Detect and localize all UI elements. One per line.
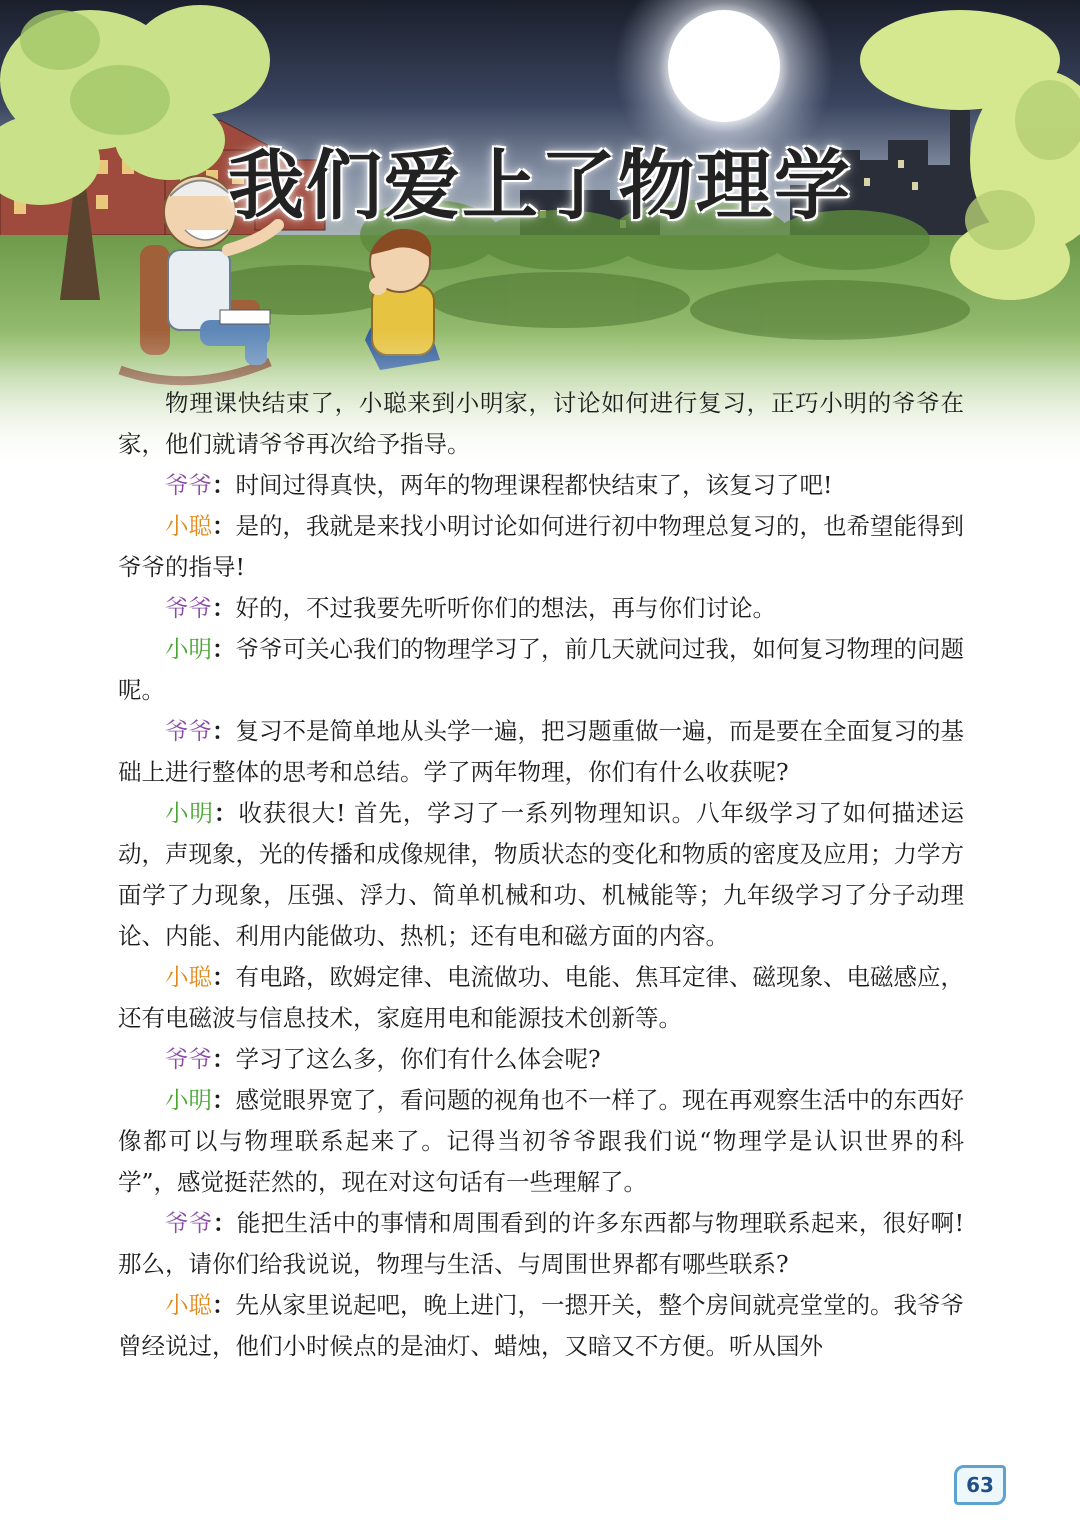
dialogue-body xyxy=(118,383,964,1367)
dialogue-paragraph xyxy=(118,793,964,957)
paragraph-text: 时间过得真快，两年的物理课程都快结束了，该复习了吧! xyxy=(235,471,833,499)
dialogue-paragraph xyxy=(118,1039,964,1080)
speaker-separator: ： xyxy=(212,963,236,991)
speaker-separator: ： xyxy=(212,471,236,499)
dialogue-paragraph xyxy=(118,629,964,711)
paragraph-text: 感觉眼界宽了，看问题的视角也不一样了。现在再观察生活中的东西好像都可以与物理联系起来了。记得当初爷爷跟我们说“物理学是认识世界的科学”，感觉挺茫然的，现在对这句话有一些理解了。 xyxy=(118,1086,964,1196)
speaker-separator: ： xyxy=(212,717,236,745)
speaker-name: 小聪 xyxy=(165,1291,212,1319)
narration-paragraph xyxy=(118,383,964,465)
paragraph-text: 学习了这么多，你们有什么体会呢? xyxy=(235,1045,601,1073)
paragraph-text: 好的，不过我要先听听你们的想法，再与你们讨论。 xyxy=(235,594,776,622)
speaker-separator: ： xyxy=(212,635,236,663)
speaker-separator: ： xyxy=(212,512,236,540)
dialogue-paragraph xyxy=(118,588,964,629)
speaker-name: 小明 xyxy=(165,1086,212,1114)
speaker-name: 小聪 xyxy=(165,512,212,540)
dialogue-paragraph xyxy=(118,465,964,506)
speaker-name: 爷爷 xyxy=(165,1209,213,1237)
dialogue-paragraph xyxy=(118,957,964,1039)
speaker-name: 小明 xyxy=(165,799,214,827)
paragraph-text: 是的，我就是来找小明讨论如何进行初中物理总复习的，也希望能得到爷爷的指导! xyxy=(118,512,964,581)
dialogue-paragraph xyxy=(118,1203,964,1285)
speaker-separator: ： xyxy=(212,1086,236,1114)
page-title: 我们爱上了物理学 xyxy=(228,141,852,230)
paragraph-text: 先从家里说起吧，晚上进门，一摁开关，整个房间就亮堂堂的。我爷爷曾经说过，他们小时候点的是油灯、蜡烛，又暗又不方便。听从国外 xyxy=(118,1291,964,1360)
speaker-name: 爷爷 xyxy=(165,471,212,499)
paragraph-text: 复习不是简单地从头学一遍，把习题重做一遍，而是要在全面复习的基础上进行整体的思考和总结。学了两年物理，你们有什么收获呢? xyxy=(118,717,964,786)
dialogue-paragraph xyxy=(118,1080,964,1203)
speaker-name: 爷爷 xyxy=(165,594,212,622)
paragraph-text: 能把生活中的事情和周围看到的许多东西都与物理联系起来，很好啊! 那么，请你们给我说说，物理与生活、与周围世界都有哪些联系? xyxy=(118,1209,965,1278)
paragraph-text: 有电路，欧姆定律、电流做功、电能、焦耳定律、磁现象、电磁感应，还有电磁波与信息技术，家庭用电和能源技术创新等。 xyxy=(118,963,964,1032)
speaker-separator: ： xyxy=(213,799,239,827)
paragraph-text: 爷爷可关心我们的物理学习了，前几天就问过我，如何复习物理的问题呢。 xyxy=(118,635,964,704)
speaker-name: 爷爷 xyxy=(165,1045,212,1073)
dialogue-paragraph xyxy=(118,1285,964,1367)
speaker-separator: ： xyxy=(212,1291,236,1319)
dialogue-paragraph xyxy=(118,506,964,588)
speaker-name: 小明 xyxy=(165,635,212,663)
speaker-name: 小聪 xyxy=(165,963,212,991)
speaker-separator: ： xyxy=(212,1209,237,1237)
speaker-separator: ： xyxy=(212,594,236,622)
paragraph-text: 收获很大! 首先，学习了一系列物理知识。八年级学习了如何描述运动，声现象，光的传播和成像规律，物质状态的变化和物质的密度及应用；力学方面学了力现象，压强、浮力、简单机械和功、机械能等；九年级学习了分子动理论、内能、利用内能做功、热机；还有电和磁方面的内容。 xyxy=(118,799,965,950)
page-number: 63 xyxy=(954,1465,1006,1505)
speaker-name: 爷爷 xyxy=(165,717,212,745)
dialogue-paragraph xyxy=(118,711,964,793)
speaker-separator: ： xyxy=(212,1045,236,1073)
paragraph-text: 物理课快结束了，小聪来到小明家，讨论如何进行复习，正巧小明的爷爷在家，他们就请爷爷再次给予指导。 xyxy=(118,389,964,458)
